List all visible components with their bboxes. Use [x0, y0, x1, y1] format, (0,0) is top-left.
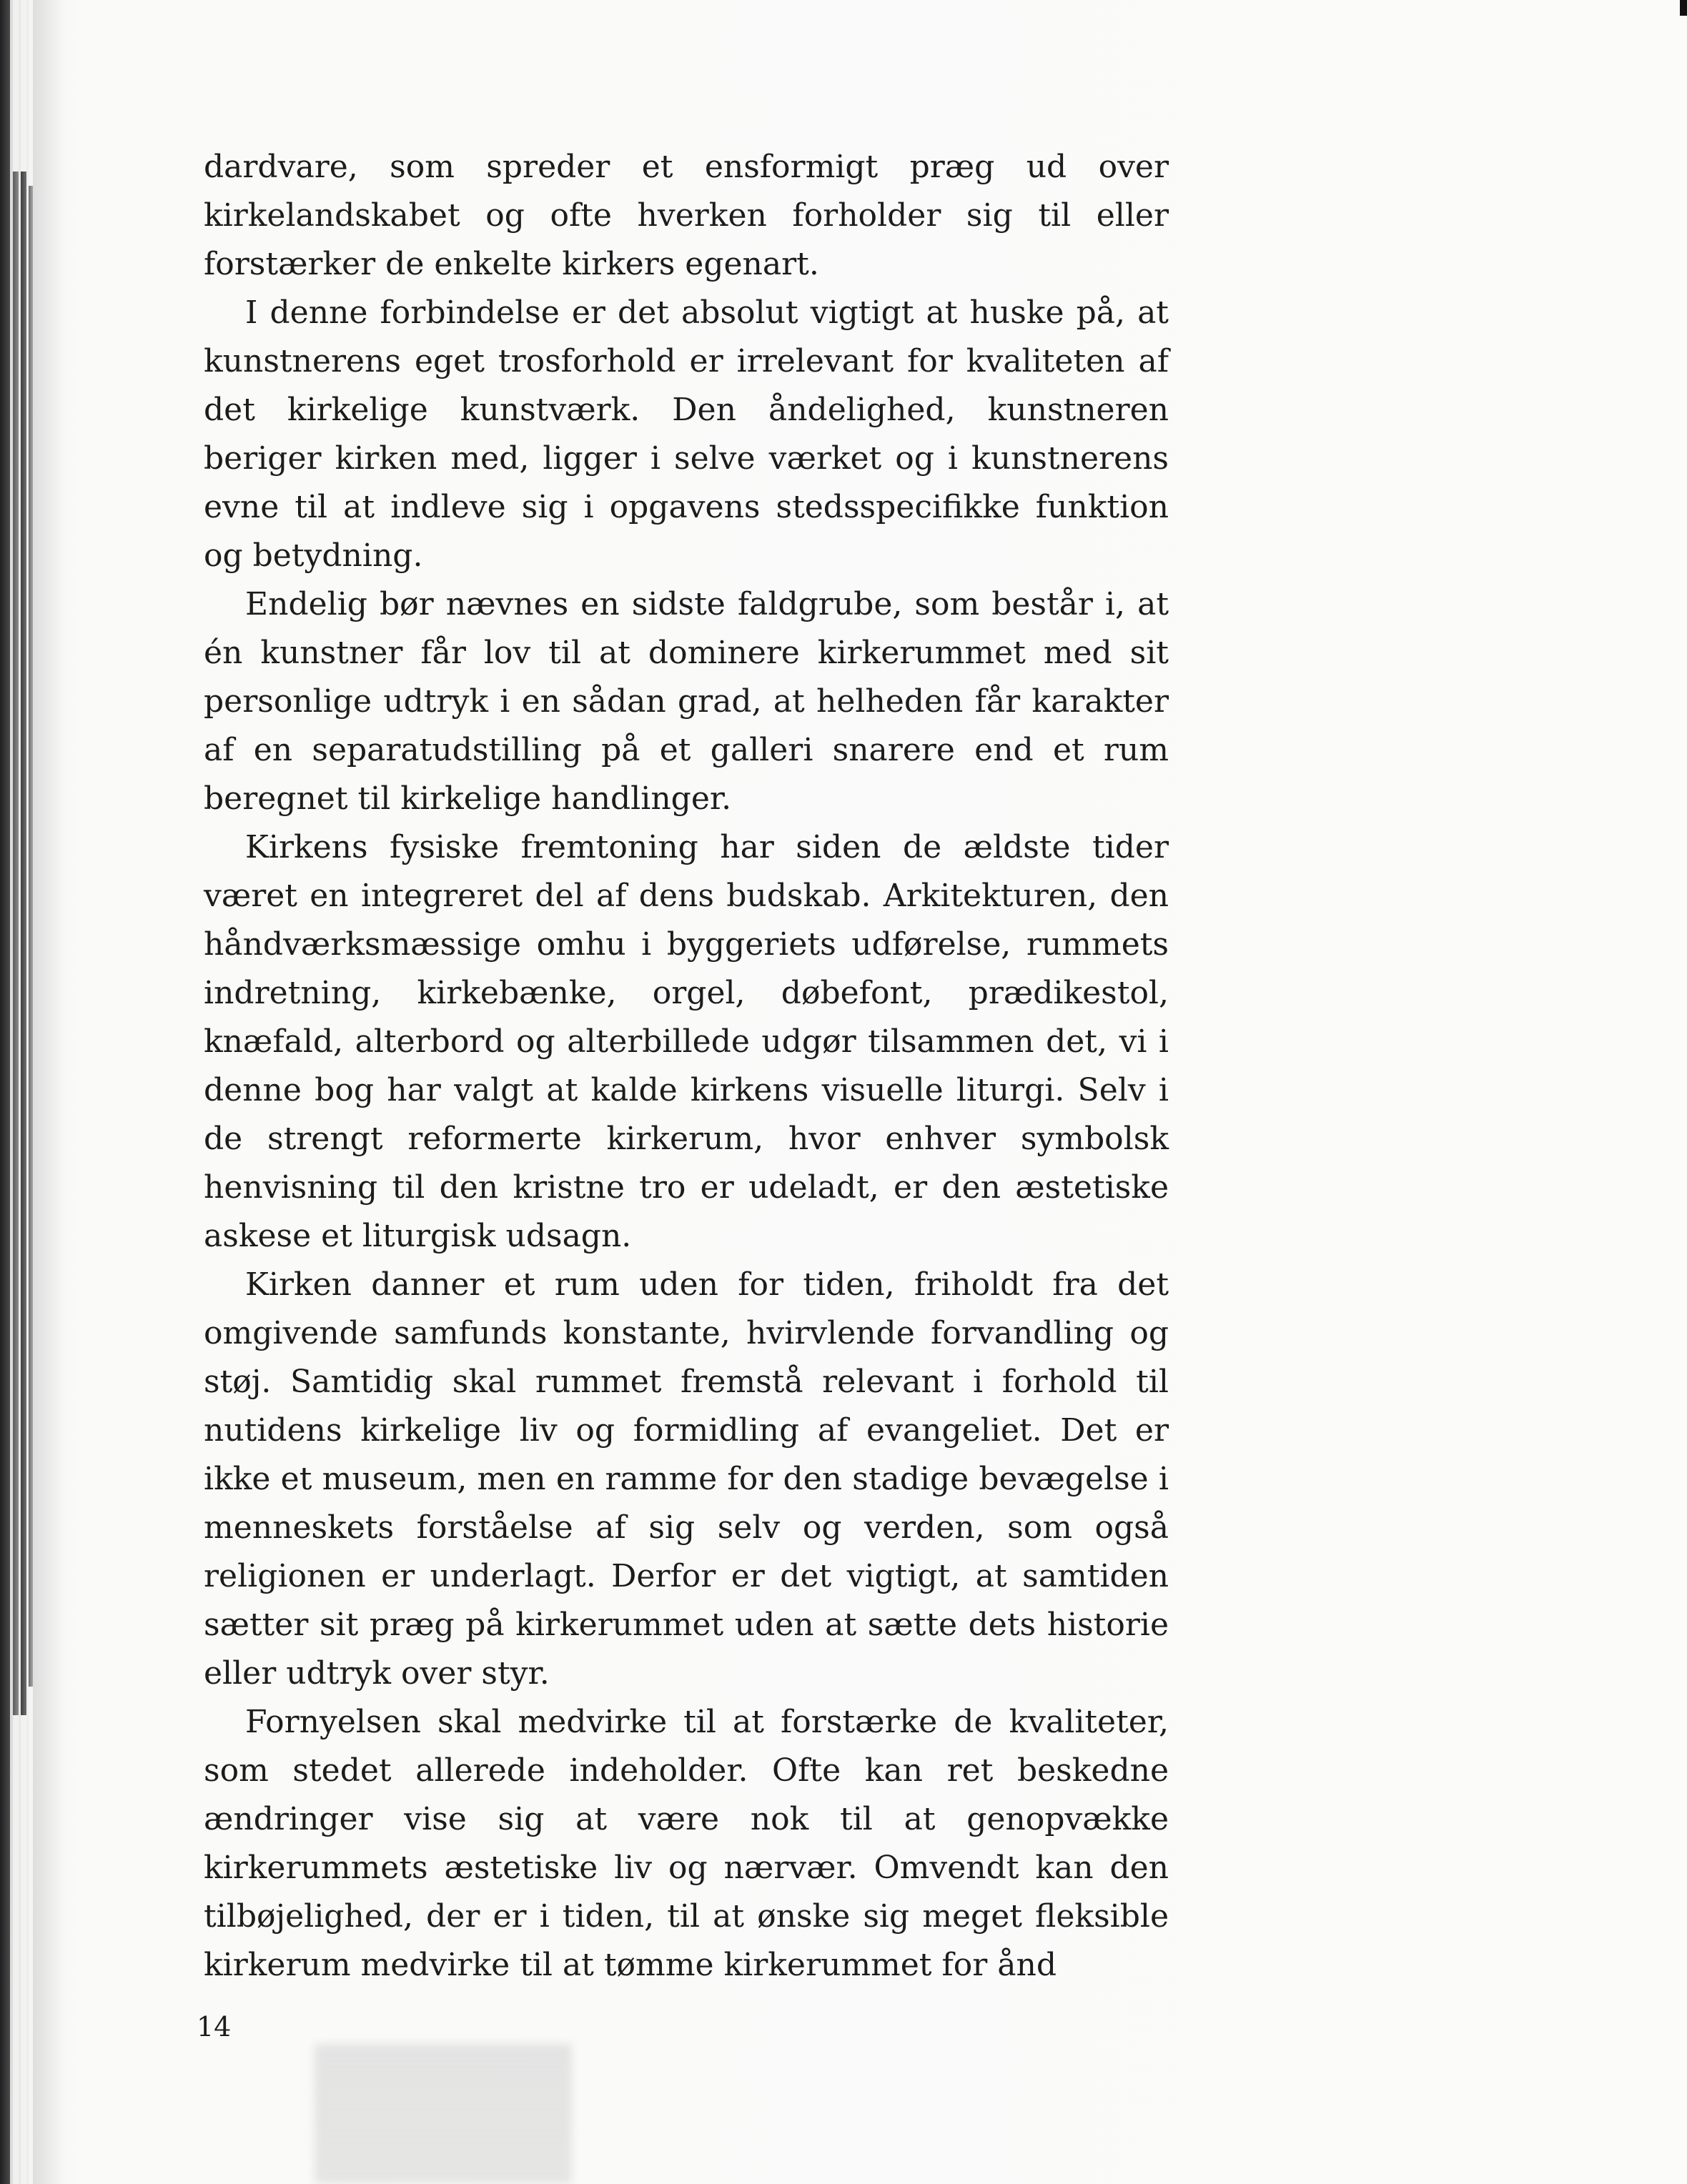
page-edge-strip — [21, 172, 26, 1715]
paragraph: dardvare, som spreder et ensformigt præg ud over kirkelandskabet og ofte hverken forholder sig til eller forstærker de enkelte kirkers egenart. — [204, 149, 1169, 282]
paragraph: I denne forbindelse er det absolut vigtigt at huske på, at kunstnerens eget trosforhold er irrelevant for kvaliteten af det kirkelige kunstværk. Den åndelighed, kunstneren beriger kirken med, ligger i selve værket og i kunstnerens evne til at indleve sig i opgavens stedsspecifikke funktion og betydning. — [204, 294, 1169, 574]
paragraph: Kirkens fysiske fremtoning har siden de ældste tider været en integreret del af dens budskab. Arkitekturen, den håndværksmæssige omhu i byggeriets udførelse, rummets indretning, kirkebænke, orgel, døbefont, prædikestol, knæfald, alterbord og alterbillede udgør tilsammen det, vi i denne bog har valgt at kalde kirkens visuelle liturgi. Selv i de strengt reformerte kirkerum, hvor enhver symbolsk henvisning til den kristne tro er udeladt, er den æstetiske askese et liturgisk udsagn. — [204, 829, 1169, 1254]
binding-edge — [0, 0, 10, 2184]
corner-mark — [1680, 0, 1687, 16]
page-edge-shadow — [33, 0, 64, 2184]
paragraph: Kirken danner et rum uden for tiden, friholdt fra det omgivende samfunds konstante, hvirvlende forvandling og støj. Samtidig skal rummet fremstå relevant i forhold til nutidens kirkelige liv og formidling af evangeliet. Det er ikke et museum, men en ramme for den stadige bevægelse i menneskets forståelse af sig selv og verden, som også religionen er underlagt. Derfor er det vigtigt, at samtiden sætter sit præg på kirkerummet uden at sætte dets historie eller udtryk over styr. — [204, 1266, 1169, 1692]
body-text — [204, 143, 1169, 1990]
page-edges — [0, 0, 64, 2184]
show-through-image — [315, 2044, 572, 2184]
page-number: 14 — [197, 2011, 232, 2042]
paragraph: Fornyelsen skal medvirke til at forstærke de kvaliteter, som stedet allerede indeholder. Ofte kan ret beskedne ændringer vise sig at være nok til at genopvække kirkerummets æstetiske liv og nærvær. Omvendt kan den tilbøjelighed, der er i tiden, til at ønske sig meget fleksible kirkerum medvirke til at tømme kirkerummet for ånd — [204, 1704, 1169, 1983]
paragraph: Endelig bør nævnes en sidste faldgrube, som består i, at én kunstner får lov til at dominere kirkerummet med sit personlige udtryk i en sådan grad, at helheden får karakter af en separatudstilling på et galleri snarere end et rum beregnet til kirkelige handlinger. — [204, 586, 1169, 817]
page-edge-strip — [13, 172, 19, 1715]
